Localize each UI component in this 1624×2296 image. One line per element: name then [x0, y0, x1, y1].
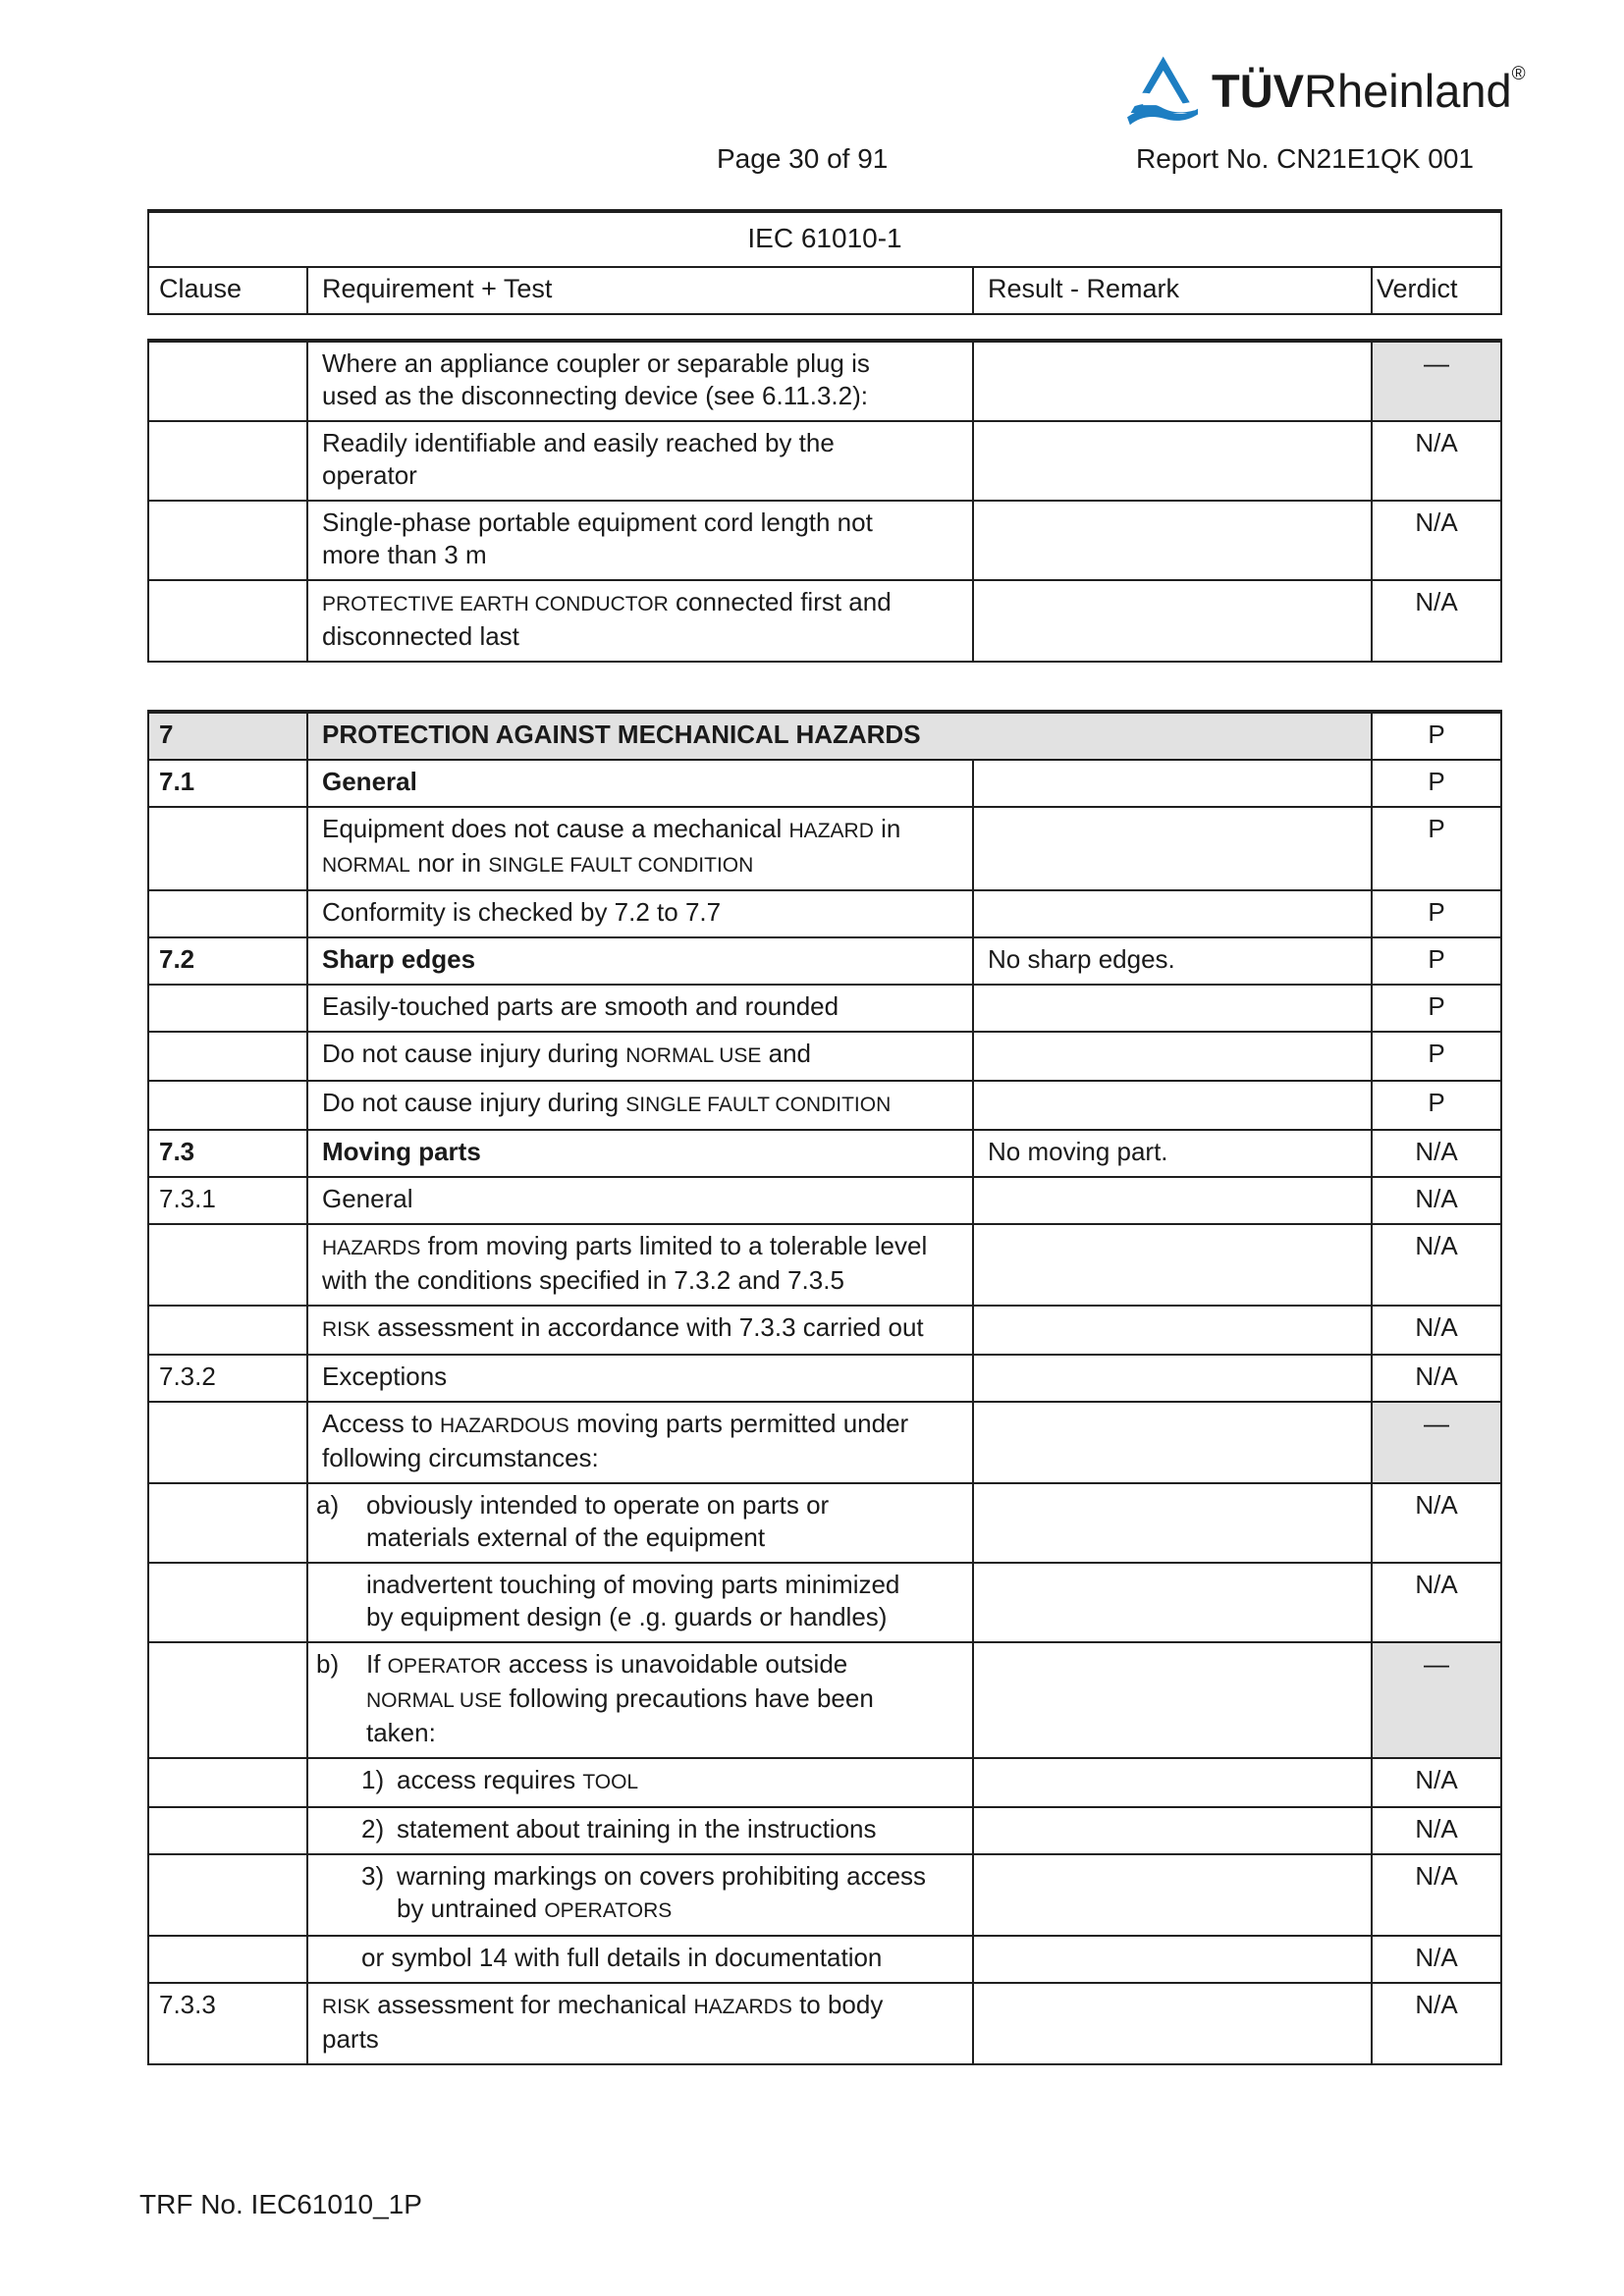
requirement-text: warning markings on covers prohibiting access by untrained OPERATORS: [397, 1861, 927, 1923]
list-marker: a): [316, 1490, 340, 1520]
requirement-cell: [308, 1855, 974, 1935]
small-caps-term: PROTECTIVE EARTH CONDUCTOR: [322, 593, 669, 615]
column-header-verdict: Verdict: [1377, 274, 1458, 303]
result-cell: [974, 808, 1373, 889]
requirement-cell: Exceptions: [308, 1356, 974, 1401]
requirements-table-2: [147, 710, 1502, 2065]
clause-cell: 7: [149, 714, 308, 759]
report-number: Report No. CN21E1QK 001: [1136, 143, 1474, 174]
clause-cell: [149, 1082, 308, 1129]
verdict-cell: N/A: [1415, 587, 1458, 616]
requirement-cell: PROTECTIVE EARTH CONDUCTOR connected first and disconnected last: [308, 581, 974, 661]
requirement-cell: Do not cause injury during SINGLE FAULT CONDITION: [308, 1082, 974, 1129]
verdict-cell: —: [1373, 1403, 1500, 1482]
verdict-cell: P: [1428, 991, 1445, 1021]
standard-title: IEC 61010-1: [149, 213, 1500, 268]
small-caps-term: RISK: [322, 1318, 371, 1341]
table-row: [149, 714, 1500, 761]
logo-tuv: TÜV: [1212, 64, 1304, 117]
table-row: [149, 1356, 1500, 1403]
verdict-cell: P: [1428, 720, 1445, 749]
requirement-cell: General: [308, 761, 974, 806]
result-cell: [974, 422, 1373, 500]
requirement-text: access requires TOOL: [397, 1765, 639, 1794]
requirement-cell: Easily-touched parts are smooth and rounded: [308, 986, 974, 1031]
small-caps-term: HAZARDOUS: [439, 1415, 569, 1437]
table-row: [149, 1131, 1500, 1178]
small-caps-term: NORMAL: [322, 854, 410, 877]
trf-number: TRF No. IEC61010_1P: [139, 2189, 422, 2219]
clause-cell: [149, 1937, 308, 1982]
requirement-cell: RISK assessment for mechanical HAZARDS to body parts: [308, 1984, 974, 2063]
verdict-cell: N/A: [1415, 1861, 1458, 1891]
column-header-result: Result - Remark: [974, 268, 1373, 313]
table-row: [149, 343, 1500, 422]
verdict-cell: N/A: [1415, 1231, 1458, 1260]
registered-mark: ®: [1511, 63, 1526, 84]
list-marker: 2): [361, 1814, 385, 1843]
requirement-cell: Access to HAZARDOUS moving parts permitted under following circumstances:: [308, 1403, 974, 1482]
verdict-cell: N/A: [1415, 1137, 1458, 1166]
requirements-table-1: [147, 339, 1502, 663]
table-row: [149, 1759, 1500, 1808]
verdict-cell: P: [1428, 944, 1445, 974]
iec-header-table: [147, 209, 1502, 315]
result-cell: [974, 581, 1373, 661]
column-header-requirement: Requirement + Test: [308, 268, 974, 313]
page-indicator: Page 30 of 91: [717, 143, 889, 174]
list-marker: b): [316, 1649, 340, 1679]
verdict-cell: —: [1373, 1643, 1500, 1757]
small-caps-term: OPERATORS: [544, 1899, 673, 1922]
clause-cell: 7.2: [149, 938, 308, 984]
result-cell: [974, 343, 1373, 420]
small-caps-term: HAZARDS: [322, 1237, 421, 1259]
list-marker: 3): [361, 1861, 385, 1891]
clause-cell: [149, 1759, 308, 1806]
clause-cell: [149, 422, 308, 500]
result-cell: [974, 1178, 1373, 1223]
result-cell: No sharp edges.: [974, 938, 1373, 984]
requirement-cell: [308, 1759, 974, 1806]
column-header-row: [149, 268, 1500, 313]
result-cell: [974, 1307, 1373, 1354]
requirement-cell: RISK assessment in accordance with 7.3.3 carried out: [308, 1307, 974, 1354]
requirement-cell: Readily identifiable and easily reached by the operator: [308, 422, 974, 500]
clause-cell: 7.3.1: [149, 1178, 308, 1223]
result-cell: [974, 1403, 1373, 1482]
verdict-cell: P: [1428, 897, 1445, 927]
clause-cell: [149, 1307, 308, 1354]
verdict-cell: N/A: [1415, 507, 1458, 537]
requirement-cell: HAZARDS from moving parts limited to a tolerable level with the conditions specified in 7.3.2 and 7.3.5: [308, 1225, 974, 1305]
verdict-cell: N/A: [1415, 1990, 1458, 2019]
table-row: [149, 1855, 1500, 1937]
requirement-cell: [308, 1484, 974, 1562]
result-cell: [974, 1564, 1373, 1641]
clause-cell: 7.3: [149, 1131, 308, 1176]
result-cell: [974, 1033, 1373, 1080]
table-row: [149, 1937, 1500, 1984]
requirement-cell: Do not cause injury during NORMAL USE and: [308, 1033, 974, 1080]
requirement-cell: Sharp edges: [308, 938, 974, 984]
table-row: [149, 808, 1500, 891]
verdict-cell: N/A: [1415, 1765, 1458, 1794]
result-cell: [974, 761, 1373, 806]
result-cell: [974, 1855, 1373, 1935]
result-cell: [974, 891, 1373, 936]
table-row: [149, 1643, 1500, 1759]
verdict-cell: P: [1428, 767, 1445, 796]
clause-cell: [149, 1808, 308, 1853]
clause-cell: [149, 1855, 308, 1935]
table-row: [149, 1403, 1500, 1484]
tuv-logo-triangle-icon: [1127, 51, 1198, 130]
verdict-cell: N/A: [1415, 1943, 1458, 1972]
table-row: [149, 1984, 1500, 2063]
verdict-cell: N/A: [1415, 1362, 1458, 1391]
verdict-cell: N/A: [1415, 1570, 1458, 1599]
verdict-cell: N/A: [1415, 428, 1458, 457]
requirement-cell: [308, 1808, 974, 1853]
table-row: [149, 1808, 1500, 1855]
small-caps-term: SINGLE FAULT CONDITION: [488, 854, 754, 877]
table-row: [149, 986, 1500, 1033]
verdict-cell: N/A: [1415, 1490, 1458, 1520]
requirement-cell: inadvertent touching of moving parts minimized by equipment design (e .g. guards or handles): [308, 1564, 974, 1641]
verdict-cell: P: [1428, 1039, 1445, 1068]
requirement-cell: Single-phase portable equipment cord length not more than 3 m: [308, 502, 974, 579]
result-cell: [974, 1225, 1373, 1305]
small-caps-term: TOOL: [582, 1771, 639, 1793]
logo-text: [1212, 64, 1526, 118]
requirement-text: statement about training in the instructions: [397, 1814, 877, 1843]
requirement-cell: Equipment does not cause a mechanical HAZARD in NORMAL nor in SINGLE FAULT CONDITION: [308, 808, 974, 889]
clause-cell: [149, 808, 308, 889]
table-row: [149, 938, 1500, 986]
requirement-cell: Moving parts: [308, 1131, 974, 1176]
requirement-text: obviously intended to operate on parts or materials external of the equipment: [366, 1490, 830, 1552]
clause-cell: 7.3.3: [149, 1984, 308, 2063]
verdict-cell: P: [1428, 814, 1445, 843]
result-cell: [974, 1484, 1373, 1562]
tuv-rheinland-logo: [1127, 51, 1526, 130]
requirement-cell: [308, 1643, 974, 1757]
requirement-cell: Conformity is checked by 7.2 to 7.7: [308, 891, 974, 936]
small-caps-term: OPERATOR: [387, 1655, 502, 1678]
column-header-clause: Clause: [149, 268, 308, 313]
small-caps-term: HAZARD: [788, 820, 874, 842]
result-cell: [974, 1356, 1373, 1401]
requirement-cell: or symbol 14 with full details in documentation: [308, 1937, 974, 1982]
clause-cell: [149, 1643, 308, 1757]
result-cell: [974, 1937, 1373, 1982]
clause-cell: [149, 891, 308, 936]
requirement-cell: PROTECTION AGAINST MECHANICAL HAZARDS: [308, 714, 1373, 759]
table-row: [149, 422, 1500, 502]
result-cell: [974, 502, 1373, 579]
verdict-cell: P: [1428, 1088, 1445, 1117]
requirement-cell: Where an appliance coupler or separable plug is used as the disconnecting device (see 6.11.3.2):: [308, 343, 974, 420]
clause-cell: [149, 1564, 308, 1641]
list-marker: 1): [361, 1765, 385, 1794]
verdict-cell: —: [1373, 343, 1500, 420]
table-row: [149, 1484, 1500, 1564]
result-cell: [974, 1808, 1373, 1853]
result-cell: [974, 986, 1373, 1031]
small-caps-term: RISK: [322, 1996, 371, 2018]
clause-cell: [149, 1225, 308, 1305]
requirement-cell: General: [308, 1178, 974, 1223]
table-row: [149, 1082, 1500, 1131]
verdict-cell: N/A: [1415, 1814, 1458, 1843]
table-row: [149, 502, 1500, 581]
table-row: [149, 891, 1500, 938]
result-cell: No moving part.: [974, 1131, 1373, 1176]
table-row: [149, 581, 1500, 661]
result-cell: [974, 1984, 1373, 2063]
logo-rheinland: Rheinland: [1304, 64, 1512, 117]
verdict-cell: N/A: [1415, 1184, 1458, 1213]
clause-cell: [149, 1033, 308, 1080]
result-cell: [974, 1643, 1373, 1757]
clause-cell: 7.1: [149, 761, 308, 806]
table-row: [149, 1178, 1500, 1225]
result-cell: [974, 1759, 1373, 1806]
table-row: [149, 761, 1500, 808]
clause-cell: [149, 1484, 308, 1562]
small-caps-term: HAZARDS: [693, 1996, 792, 2018]
result-cell: [974, 1082, 1373, 1129]
table-row: [149, 1033, 1500, 1082]
clause-cell: [149, 986, 308, 1031]
clause-cell: [149, 343, 308, 420]
small-caps-term: SINGLE FAULT CONDITION: [625, 1094, 892, 1116]
clause-cell: [149, 502, 308, 579]
clause-cell: 7.3.2: [149, 1356, 308, 1401]
small-caps-term: NORMAL USE: [366, 1689, 503, 1712]
small-caps-term: NORMAL USE: [625, 1044, 762, 1067]
clause-cell: [149, 1403, 308, 1482]
table-row: [149, 1307, 1500, 1356]
table-row: [149, 1564, 1500, 1643]
table-row: [149, 1225, 1500, 1307]
requirement-text: If OPERATOR access is unavoidable outside NORMAL USE following precautions have been taken:: [366, 1649, 874, 1747]
verdict-cell: N/A: [1415, 1312, 1458, 1342]
clause-cell: [149, 581, 308, 661]
